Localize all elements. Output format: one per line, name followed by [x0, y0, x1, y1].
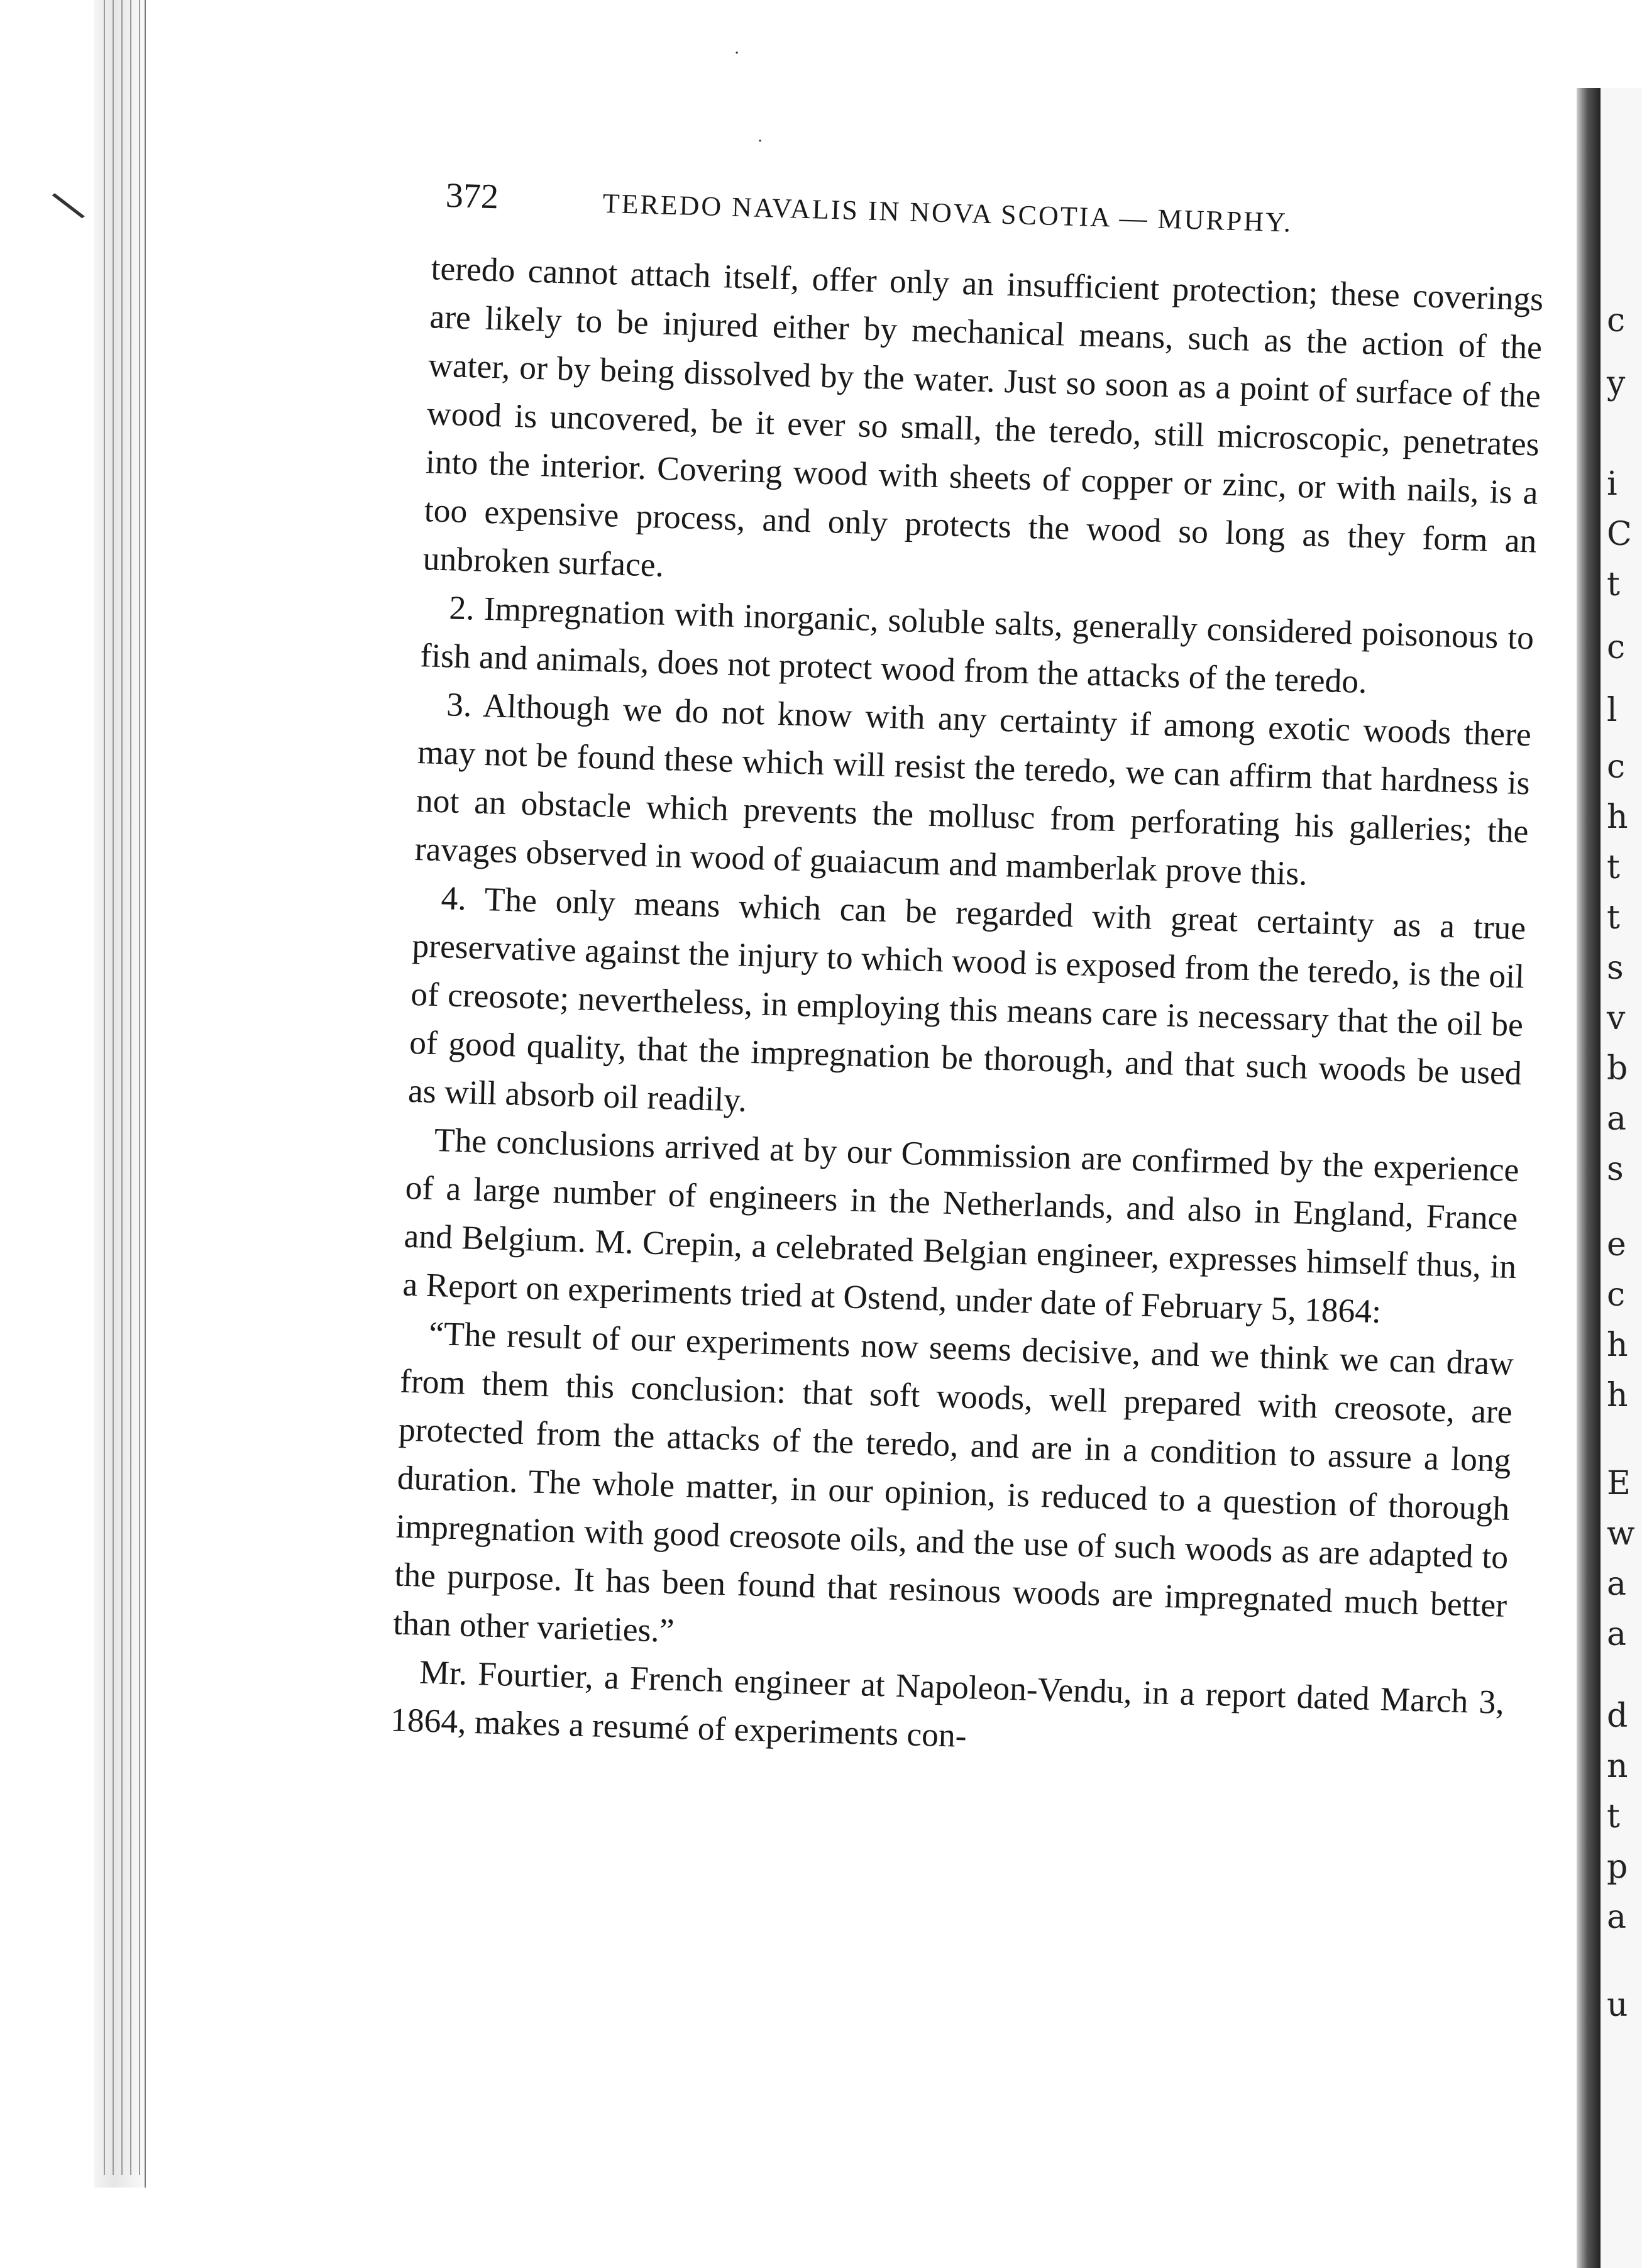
facing-page-letter: a — [1607, 1616, 1627, 1653]
facing-page-letter: t — [1607, 899, 1620, 937]
facing-page-letter: t — [1607, 566, 1620, 603]
facing-page-letter: e — [1607, 1226, 1626, 1263]
facing-page-letter: c — [1607, 748, 1626, 786]
facing-page-letter: E — [1607, 1465, 1631, 1502]
paragraph-fourtier: Mr. Fourtier, a French engineer at Napoleon-Vendu, in a report dated March 3, 1864, makes a resumé of experiments con- — [390, 1653, 1505, 1755]
scan-speck: · — [734, 44, 740, 63]
facing-page-letter: s — [1607, 1150, 1624, 1188]
facing-page-letter: v — [1607, 999, 1626, 1037]
paragraph-continued: teredo cannot attach itself, offer only an insufficient protection; these coverings are likely to be injured either by mechanical means, such as the action of the water, or by being dissolved by the water. Just so soon as a point of surface of the wood is uncovered, be it ever so small, the teredo, still microscopic, penetrates into the interior. Covering wood with sheets of copper or zinc, or with nails, is a too expensive process, and only protects the wood so long as they form an unbroken surface. — [422, 249, 1544, 584]
facing-page-letter: w — [1607, 1515, 1635, 1553]
facing-page-letter: t — [1607, 1798, 1620, 1836]
facing-page-letter: u — [1607, 1986, 1628, 2024]
body-text — [390, 244, 1544, 1775]
paragraph-conclusions: The conclusions arrived at by our Commission are confirmed by the experience of a large number of engineers in the Netherlands, and also in England, France and Belgium. M. Crepin, a celebrated Belgian engineer, expresses himself thus, in a Report on experiments tried at Ostend, under date of February 5, 1864: — [402, 1121, 1520, 1331]
paragraph-quotation: “The result of our experiments now seems decisive, and we think we can draw from them this conclusion: that soft woods, well prepared with creosote, are protected from the attacks of the teredo, and are in a condition to assure a long duration. The whole matter, in our opinion, is reduced to a question of thorough impregnation with good creosote oils, and the use of such woods as are adapted to the purpose. It has been found that resinous woods are impregnated much better than other varieties.” — [392, 1314, 1514, 1649]
facing-page-letter: C — [1607, 515, 1632, 553]
facing-page-letter: l — [1607, 691, 1617, 729]
page-content — [201, 170, 1558, 1775]
facing-page-letter: d — [1607, 1697, 1628, 1735]
facing-page-letter: a — [1607, 1100, 1627, 1138]
scan-speck: \ — [47, 179, 89, 231]
facing-page-letter: h — [1607, 798, 1628, 836]
facing-page-letter: h — [1607, 1377, 1628, 1414]
facing-page-letter: p — [1607, 1848, 1628, 1886]
facing-page-letter: c — [1607, 629, 1626, 666]
facing-page-letter: y — [1607, 365, 1626, 402]
facing-page-letter: h — [1607, 1326, 1628, 1364]
paragraph-item-4: 4. The only means which can be regarded with great certainty as a true preservative against the injury to which wood is exposed from the teredo, is the oil of creosote; nevertheless, in employing this means care is necessary that the oil be of good quality, that the impregnation be thorough, and that such woods be used as will absorb oil readily. — [407, 879, 1526, 1119]
running-title: TEREDO NAVALIS IN NOVA SCOTIA — MURPHY. — [602, 187, 1293, 238]
paragraph-item-2: 2. Impregnation with inorganic, soluble salts, generally considered poisonous to fish and animals, does not protect wood from the attacks of the teredo. — [419, 588, 1535, 701]
paragraph-item-3: 3. Although we do not know with any certainty if among exotic woods there may not be found these which will resist the teredo, we can affirm that hardness is not an obstacle which prevents the mollusc from perforating his galleries; the ravages observed in wood of guaiacum and mamberlak prove this. — [414, 685, 1532, 893]
facing-page-letter: a — [1607, 1898, 1627, 1936]
facing-page-letter: n — [1607, 1748, 1628, 1785]
scan-speck: · — [758, 132, 763, 151]
facing-page-letter: a — [1607, 1565, 1627, 1603]
facing-page-letter: c — [1607, 1276, 1626, 1314]
facing-page-edge — [1601, 88, 1642, 2268]
page-stack-lines — [99, 0, 143, 2175]
facing-page-letter: b — [1607, 1050, 1628, 1087]
facing-page-letter: c — [1607, 302, 1626, 339]
facing-page-letter: t — [1607, 849, 1620, 886]
book-gutter-shadow — [1577, 88, 1601, 2268]
facing-page-letter: i — [1607, 465, 1617, 503]
page-number: 372 — [445, 175, 499, 217]
facing-page-letter: s — [1607, 949, 1624, 987]
